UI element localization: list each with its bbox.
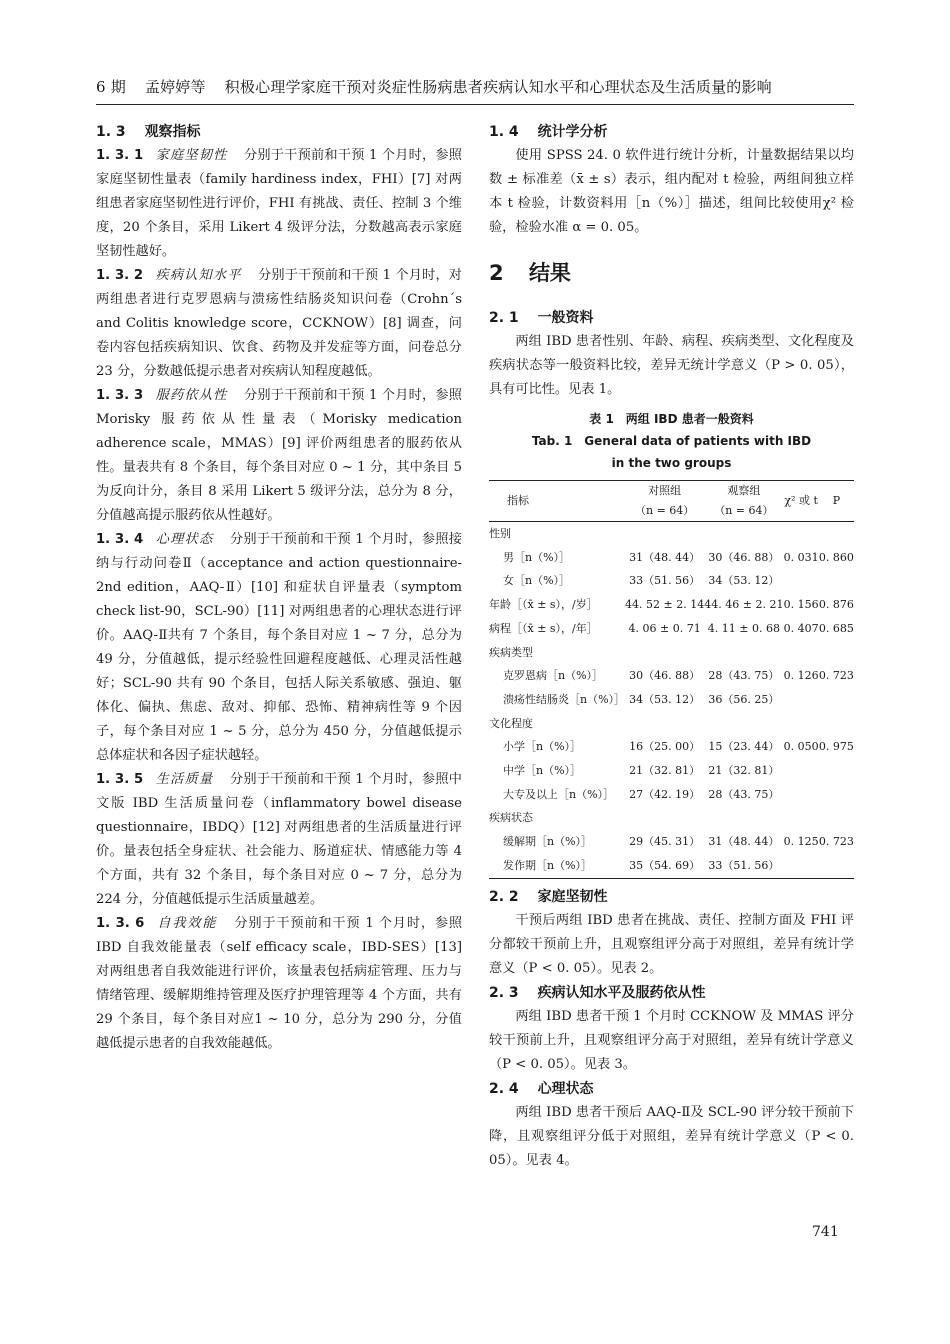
statistic-value [783,783,818,807]
subsection-number: 1. 3. 4 [96,532,144,547]
table-row [489,617,854,641]
table-header-observation-n: （n = 64） [704,501,783,522]
subsection-body: 分别于干预前和干预 1 个月时，参照 Morisky 服药依从性量表（Morisky medication adherence scale，MMAS）[9] 评价两组患者的服药依从性。量表共有 8 个条目，每个条目对应 0 ~ 1 分，其中条目 5 为反向计分，条目 8 采用 Likert 5 级评分法，总分为 8 分，分值越高提示服药依从性越好。 [96,388,462,523]
section-1-3-2 [96,264,462,384]
row-label: 疾病状态 [489,811,533,825]
running-head [96,76,854,97]
control-value: 33（51. 56） [629,574,701,588]
control-value: 29（45. 31） [629,835,701,849]
section-number: 1. 3 [96,124,126,140]
section-title: 家庭坚韧性 [537,888,608,905]
section-2-3-heading [489,981,854,1005]
subsection-body: 分别于干预前和干预 1 个月时，参照家庭坚韧性量表（family hardiness index，FHI）[7] 对两组患者家庭坚韧性进行评价，FHI 有挑战、责任、控制 3 个维度，20 个条目，采用 Likert 4 级评分法，分数越高表示家庭坚韧性越好。 [96,148,462,259]
row-label: 性别 [489,527,511,540]
subsection-number: 1. 3. 3 [96,388,144,403]
statistic-value: 0. 126 [783,669,819,683]
observation-value: 28（43. 75） [708,669,780,683]
row-label: 病程［（x̄ ± s），/年］ [489,621,598,635]
subsection-title: 生活质量 [155,772,214,787]
section-1-3-4 [96,528,462,768]
statistic-value [783,688,818,712]
subsection-title: 自我效能 [157,916,218,931]
table-1-caption-en-cont: in the two groups [611,456,732,470]
table-row [489,854,854,878]
control-value: 35（54. 69） [625,854,704,878]
table-row [489,522,854,546]
control-value: 30（46. 88） [629,669,701,683]
subsection-title: 疾病认知水平 [155,268,242,283]
statistic-value: 0. 031 [783,550,819,564]
statistic-value: 0. 407 [783,621,819,635]
subsection-number: 1. 3. 6 [96,916,145,931]
row-label: 克罗恩病［n（%）］ [503,669,604,683]
section-title: 一般资料 [537,310,594,326]
section-number: 2. 4 [489,1080,519,1097]
section-2-4-heading [489,1077,854,1101]
section-2-1-heading [489,306,854,330]
chapter-number: 2 [489,261,504,285]
row-label: 大专及以上［n（%）］ [503,787,615,801]
statistic-value: 0. 156 [783,598,819,612]
table-row [489,830,854,854]
subsection-number: 1. 3. 5 [96,772,144,787]
section-title: 观察指标 [144,124,201,140]
statistic-value [783,641,818,665]
observation-value: 28（43. 75） [708,787,780,801]
p-value [819,569,854,593]
p-value: 0. 685 [818,621,854,635]
section-1-4-body: 使用 SPSS 24. 0 软件进行统计分析，计量数据结果以均数 ± 标准差（x̄ ± s）表示，组内配对 t 检验，两组间独立样本 t 检验，计数资料用［n（%）］描述，组间比较使用χ² 检验，检验水准 α = 0. 05。 [489,148,854,235]
page-number: 741 [812,1224,839,1240]
table-row [489,641,854,665]
control-value: 27（42. 19） [629,787,701,801]
table-1-caption-cn: 表 1 两组 IBD 患者一般资料 [589,412,754,426]
table-row [489,712,854,736]
control-value: 31（48. 44） [629,550,701,564]
p-value [819,783,854,807]
section-title: 疾病认知水平及服药依从性 [537,984,706,1001]
control-value [625,522,704,546]
table-row [489,688,854,712]
section-title: 统计学分析 [537,124,608,140]
row-label: 女［n（%）］ [503,574,571,588]
chapter-2-heading [489,258,854,288]
table-row [489,759,854,783]
row-label: 发作期［n（%）］ [489,854,625,878]
table-header-control-n: （n = 64） [625,501,704,522]
section-1-3-6 [96,912,462,1056]
table-header-item: 指标 [489,481,625,522]
left-column [96,120,462,1056]
row-label: 年龄［（x̄ ± s），/岁］ [489,598,598,612]
p-value [819,688,854,712]
statistic-value [783,522,818,546]
p-value: 0. 723 [818,669,854,683]
section-number: 2. 3 [489,984,519,1001]
section-2-2-body: 干预后两组 IBD 患者在挑战、责任、控制方面及 FHI 评分都较干预前上升，且观察组评分高于对照组，差异有统计学意义（P < 0. 05）。见表 2。 [489,912,854,976]
section-2-4-body: 两组 IBD 患者干预后 AAQ-Ⅱ及 SCL-90 评分较干预前下降，且观察组评分低于对照组，差异有统计学意义（P < 0. 05）。见表 4。 [489,1104,854,1168]
table-1 [489,480,854,879]
observation-value: 31（48. 44） [708,835,780,849]
p-value: 0. 876 [818,598,854,612]
row-label: 小学［n（%）］ [503,740,582,754]
running-authors: 孟婷婷等 [144,78,206,96]
control-value: 16（25. 00） [629,740,701,754]
observation-value: 4. 11 ± 0. 68 [707,621,780,635]
control-value: 21（32. 81） [629,764,701,778]
table-1-body [489,522,854,879]
table-header-observation: 观察组 [704,481,783,502]
subsection-title: 服药依从性 [155,388,228,403]
subsection-body: 分别于干预前和干预 1 个月时，参照接纳与行动问卷Ⅱ（acceptance and action questionnaire-2nd edition，AAQ-Ⅱ）[10] 和症状自评量表（symptom check list-90，SCL-90）[11] 对两组患者的心理状态进行评价。AAQ-Ⅱ共有 7 个条目，每个条目对应 1 ~ 7 分，总分为 49 分，分值越低，提示经验性回避程度越低、心理灵活性越好；SCL-90 共有 90 个条目，包括人际关系敏感、强迫、躯体化、偏执、焦虑、敌对、抑郁、恐怖、精神病性等 9 个因子，每个条目对应 1 ~ 5 分，总分为 450 分，分值越低提示总体症状和各因子症状越轻。 [96,532,462,763]
subsection-body: 分别于干预前和干预 1 个月时，参照 IBD 自我效能量表（self efficacy scale，IBD-SES）[13] 对两组患者自我效能进行评价，该量表包括病症管理、压力与情绪管理、缓解期维持管理及医疗护理管理等 4 个方面，共有 29 个条目，每个条目对应1 ~ 10 分，总分为 290 分，分值越低提示患者的自我效能越低。 [96,916,463,1051]
statistic-value [783,569,818,593]
p-value [819,522,854,546]
table-row [489,783,854,807]
section-1-3-1 [96,144,462,264]
section-1-3-heading [96,120,462,144]
table-row [489,806,854,830]
table-row [489,569,854,593]
subsection-title: 心理状态 [155,532,214,547]
p-value [819,759,854,783]
statistic-value [783,759,818,783]
observation-value: 36（56. 25） [708,692,780,706]
observation-value: 30（46. 88） [708,550,780,564]
control-value [625,806,704,830]
observation-value: 15（23. 44） [708,740,780,754]
control-value: 34（53. 12） [629,692,701,706]
control-value [625,641,704,665]
section-1-4-heading [489,120,854,144]
p-value [819,806,854,830]
statistic-value [783,712,818,736]
statistic-value [783,806,818,830]
statistic-value [783,854,818,878]
observation-value: 21（32. 81） [708,764,780,778]
row-label: 中学［n（%）］ [503,764,582,778]
observation-value: 44. 46 ± 2. 21 [704,598,784,612]
running-title: 积极心理学家庭干预对炎症性肠病患者疾病认知水平和心理状态及生活质量的影响 [224,78,772,96]
row-label: 文化程度 [489,716,533,730]
section-2-3-body: 两组 IBD 患者干预 1 个月时 CCKNOW 及 MMAS 评分较干预前上升，且观察组评分高于对照组，差异有统计学意义（P < 0. 05）。见表 3。 [489,1008,854,1072]
row-label: 溃疡性结肠炎［n（%）］ [503,692,626,706]
row-label: 疾病类型 [489,645,533,659]
observation-value [704,522,783,546]
table-row [489,546,854,570]
section-1-3-3 [96,384,462,528]
subsection-number: 1. 3. 2 [96,268,144,283]
subsection-body: 分别于干预前和干预 1 个月时，参照中文版 IBD 生活质量问卷（inflammatory bowel disease questionnaire，IBDQ）[12] 对两组患者的生活质量进行评价。量表包括全身症状、社会能力、肠道症状、情感能力等 4 个方面，共有 32 个条目，每个条目对应 0 ~ 7 分，总分为 224 分，分值越低提示生活质量越差。 [96,772,462,907]
row-label: 男［n（%）］ [503,550,571,564]
control-value [625,712,704,736]
table-row [489,593,854,617]
subsection-number: 1. 3. 1 [96,148,144,163]
section-number: 2. 1 [489,310,519,326]
section-2-2-heading [489,885,854,909]
observation-value [704,712,783,736]
p-value: 0. 975 [818,740,854,754]
section-2-1-body: 两组 IBD 患者性别、年龄、病程、疾病类型、文化程度及疾病状态等一般资料比较，差异无统计学意义（P > 0. 05），具有可比性。见表 1。 [489,334,854,397]
table-row [489,664,854,688]
table-header-p: P [819,481,854,522]
header-rule [96,104,854,105]
table-header-control: 对照组 [625,481,704,502]
observation-value [704,641,783,665]
p-value [819,641,854,665]
table-1-caption-en: Tab. 1 General data of patients with IBD [531,434,812,448]
chapter-title: 结果 [528,261,571,285]
table-header-statistic: χ² 或 t [783,481,818,522]
subsection-title: 家庭坚韧性 [155,148,228,163]
control-value: 4. 06 ± 0. 71 [628,621,701,635]
statistic-value: 0. 050 [783,740,819,754]
section-1-3-5 [96,768,462,912]
subsection-body: 分别于干预前和干预 1 个月时，对两组患者进行克罗恩病与溃疡性结肠炎知识问卷（Crohn´s and Colitis knowledge score，CCKNOW）[8] 调查，问卷内容包括疾病知识、饮食、药物及并发症等方面，问卷总分 23 分，分数越低提示患者对疾病认知程度越低。 [96,268,462,379]
p-value: 0. 860 [818,550,854,564]
statistic-value: 0. 125 [783,835,819,849]
p-value [819,712,854,736]
section-number: 2. 2 [489,888,519,905]
observation-value: 33（51. 56） [704,854,783,878]
observation-value: 34（53. 12） [708,574,780,588]
section-number: 1. 4 [489,124,519,140]
table-row [489,735,854,759]
p-value: 0. 723 [818,835,854,849]
p-value [819,854,854,878]
right-column [489,120,854,1173]
control-value: 44. 52 ± 2. 14 [625,598,705,612]
observation-value [704,806,783,830]
row-label: 缓解期［n（%）］ [503,835,593,849]
section-title: 心理状态 [537,1080,594,1097]
journal-issue: 6 期 [96,78,126,96]
